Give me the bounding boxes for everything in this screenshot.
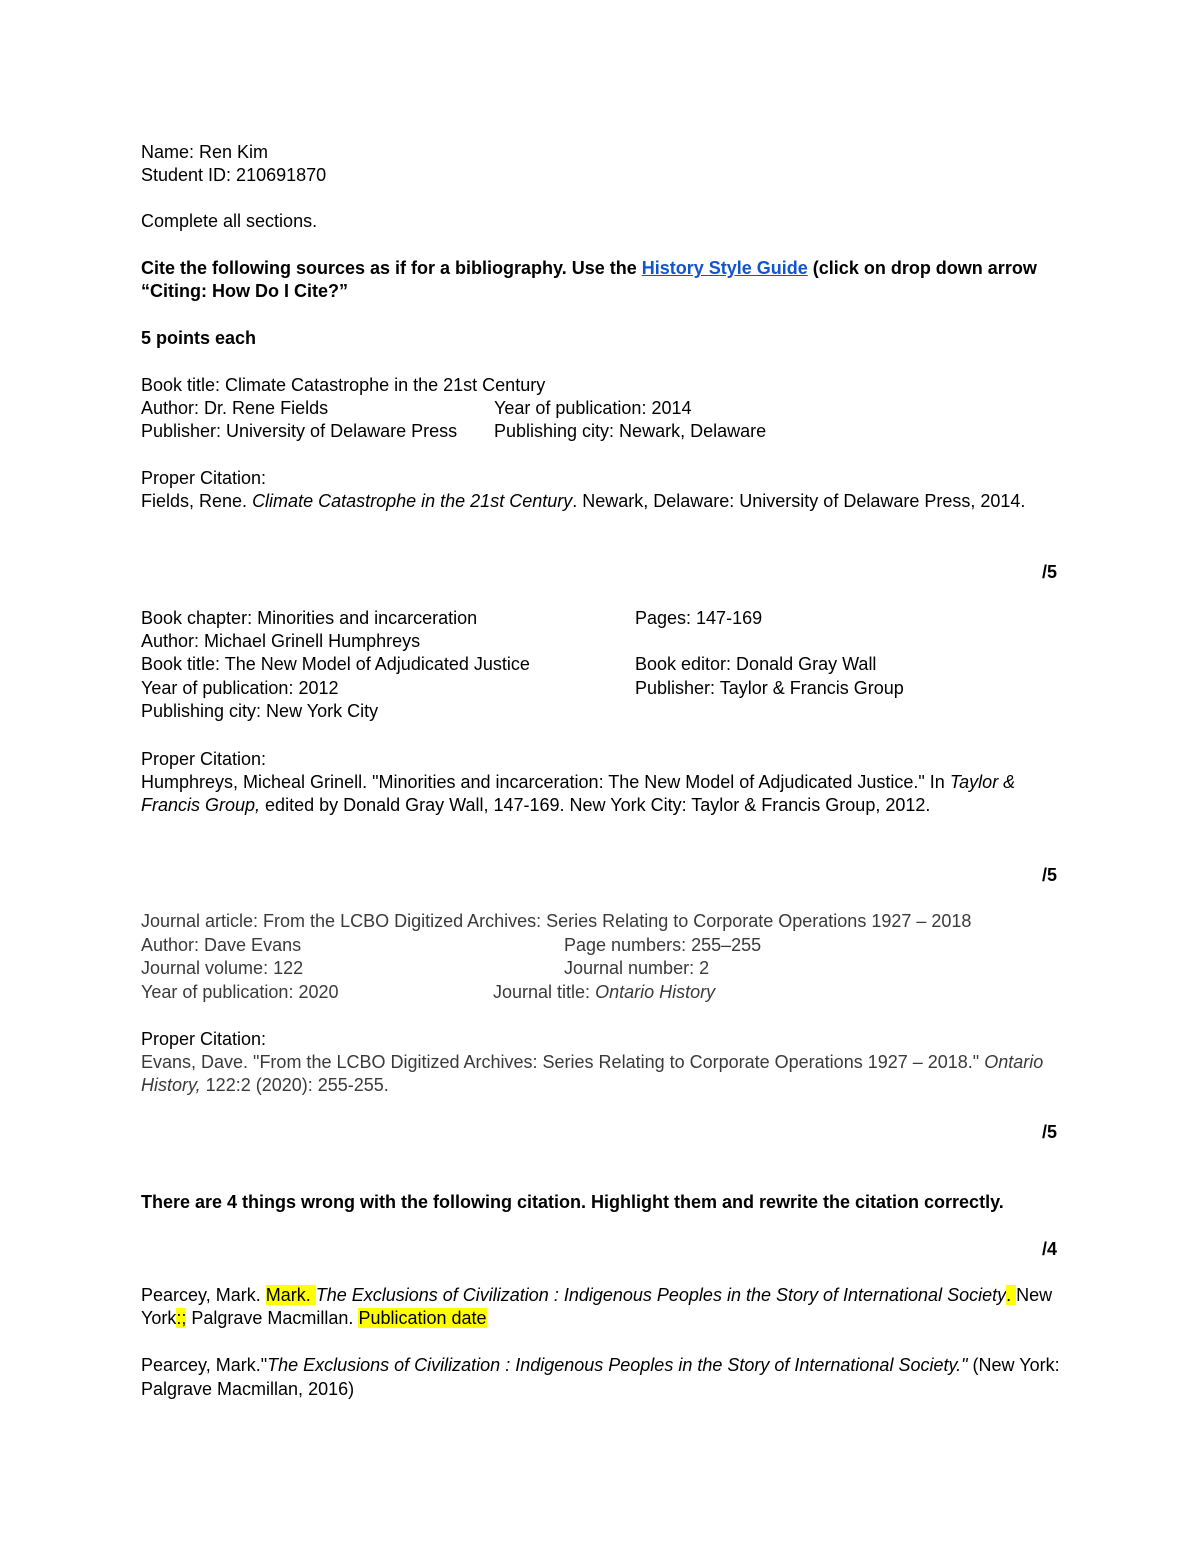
chapter-citation-line1 <box>141 771 1015 794</box>
chapter-publisher-field: Publisher: Taylor & Francis Group <box>635 678 904 698</box>
journal-citation-line2 <box>141 1074 389 1097</box>
journal-citation-italic: Ontario <box>984 1052 1044 1072</box>
journal-title-field <box>493 981 715 1004</box>
fixed-citation-title: The Exclusions of Civilization : Indigenous Peoples in the Story of International Society." <box>267 1355 968 1375</box>
chapter-citation-italic-cont: Francis Group, <box>141 795 261 815</box>
task2-instruction: There are 4 things wrong with the following citation. Highlight them and rewrite the citation correctly. <box>141 1192 1004 1212</box>
wrong-citation-publisher: Palgrave Macmillan. <box>186 1308 359 1328</box>
wrong-citation-line2 <box>141 1307 487 1330</box>
highlight-error-punctuation: . <box>1006 1285 1017 1305</box>
book-publisher-field: Publisher: University of Delaware Press <box>141 421 458 441</box>
chapter-citation-rest: edited by Donald Gray Wall, 147-169. New York City: Taylor & Francis Group, 2012. <box>260 795 931 815</box>
fixed-citation-line2: Palgrave Macmillan, 2016) <box>141 1379 355 1399</box>
task1-instruction-text: Cite the following sources as if for a bibliography. Use the <box>141 258 642 278</box>
general-instruction: Complete all sections. <box>141 211 318 231</box>
wrong-citation-text: New <box>1016 1285 1053 1305</box>
task1-instruction <box>141 257 1037 280</box>
journal-pages-field: Page numbers: 255–255 <box>564 935 762 955</box>
book-citation-label: Proper Citation: <box>141 468 267 488</box>
chapter-editor-field: Book editor: Donald Gray Wall <box>635 654 877 674</box>
book-year-field: Year of publication: 2014 <box>494 398 692 418</box>
book-city-field: Publishing city: Newark, Delaware <box>494 421 767 441</box>
chapter-title-field: Book chapter: Minorities and incarceration <box>141 608 478 628</box>
chapter-citation-text: Humphreys, Micheal Grinell. "Minorities and incarceration: The New Model of Adjudicated Justice." In <box>141 772 950 792</box>
journal-article-field: Journal article: From the LCBO Digitized Archives: Series Relating to Corporate Operations 1927 – 2018 <box>141 911 972 931</box>
highlight-error-duplicate-name: Mark. <box>265 1285 316 1305</box>
highlight-error-date: Publication date <box>358 1308 487 1328</box>
book-score: /5 <box>1042 562 1058 582</box>
chapter-citation-line2 <box>141 794 930 817</box>
chapter-pages-field: Pages: 147-169 <box>635 608 763 628</box>
journal-title-value: Ontario History <box>595 982 716 1002</box>
task1-instruction-line2: “Citing: How Do I Cite?” <box>141 281 348 301</box>
journal-title-label: Journal title: <box>493 982 596 1002</box>
student-id: Student ID: 210691870 <box>141 165 327 185</box>
chapter-score: /5 <box>1042 865 1058 885</box>
journal-author-field: Author: Dave Evans <box>141 935 302 955</box>
journal-volume-field: Journal volume: 122 <box>141 958 304 978</box>
journal-citation-italic-cont: History, <box>141 1075 201 1095</box>
wrong-citation-line1 <box>141 1284 1052 1307</box>
book-citation <box>141 490 1025 513</box>
book-title-field: Book title: Climate Catastrophe in the 21st Century <box>141 375 546 395</box>
chapter-author-field: Author: Michael Grinell Humphreys <box>141 631 421 651</box>
journal-citation-label: Proper Citation: <box>141 1029 267 1049</box>
journal-year-field: Year of publication: 2020 <box>141 982 339 1002</box>
fixed-citation-text: (New York: <box>967 1355 1060 1375</box>
fixed-citation-author: Pearcey, Mark." <box>141 1355 268 1375</box>
journal-citation-text: Evans, Dave. "From the LCBO Digitized Archives: Series Relating to Corporate Operations 1927 – 2018." <box>141 1052 985 1072</box>
task1-instruction-text-after: (click on drop down arrow <box>807 258 1037 278</box>
highlight-error-colon: :; <box>176 1308 187 1328</box>
chapter-city-field: Publishing city: New York City <box>141 701 379 721</box>
book-citation-rest: . Newark, Delaware: University of Delaware Press, 2014. <box>572 491 1026 511</box>
chapter-year-field: Year of publication: 2012 <box>141 678 339 698</box>
task2-score: /4 <box>1042 1239 1058 1259</box>
fixed-citation-line1 <box>141 1354 1060 1377</box>
book-citation-author: Fields, Rene. <box>141 491 253 511</box>
journal-number-field: Journal number: 2 <box>564 958 710 978</box>
wrong-citation-city: York <box>141 1308 177 1328</box>
student-name: Name: Ren Kim <box>141 142 269 162</box>
chapter-citation-label: Proper Citation: <box>141 749 267 769</box>
book-citation-title: Climate Catastrophe in the 21st Century <box>252 491 573 511</box>
points-note: 5 points each <box>141 328 257 348</box>
journal-citation-line1 <box>141 1051 1043 1074</box>
journal-score: /5 <box>1042 1122 1058 1142</box>
journal-citation-rest: 122:2 (2020): 255-255. <box>200 1075 389 1095</box>
chapter-citation-italic: Taylor & <box>949 772 1016 792</box>
chapter-book-title-field: Book title: The New Model of Adjudicated Justice <box>141 654 530 674</box>
wrong-citation-title: The Exclusions of Civilization : Indigenous Peoples in the Story of International Society <box>315 1285 1007 1305</box>
wrong-citation-author: Pearcey, Mark. <box>141 1285 266 1305</box>
history-style-guide-link[interactable]: History Style Guide <box>641 258 808 278</box>
book-author-field: Author: Dr. Rene Fields <box>141 398 329 418</box>
